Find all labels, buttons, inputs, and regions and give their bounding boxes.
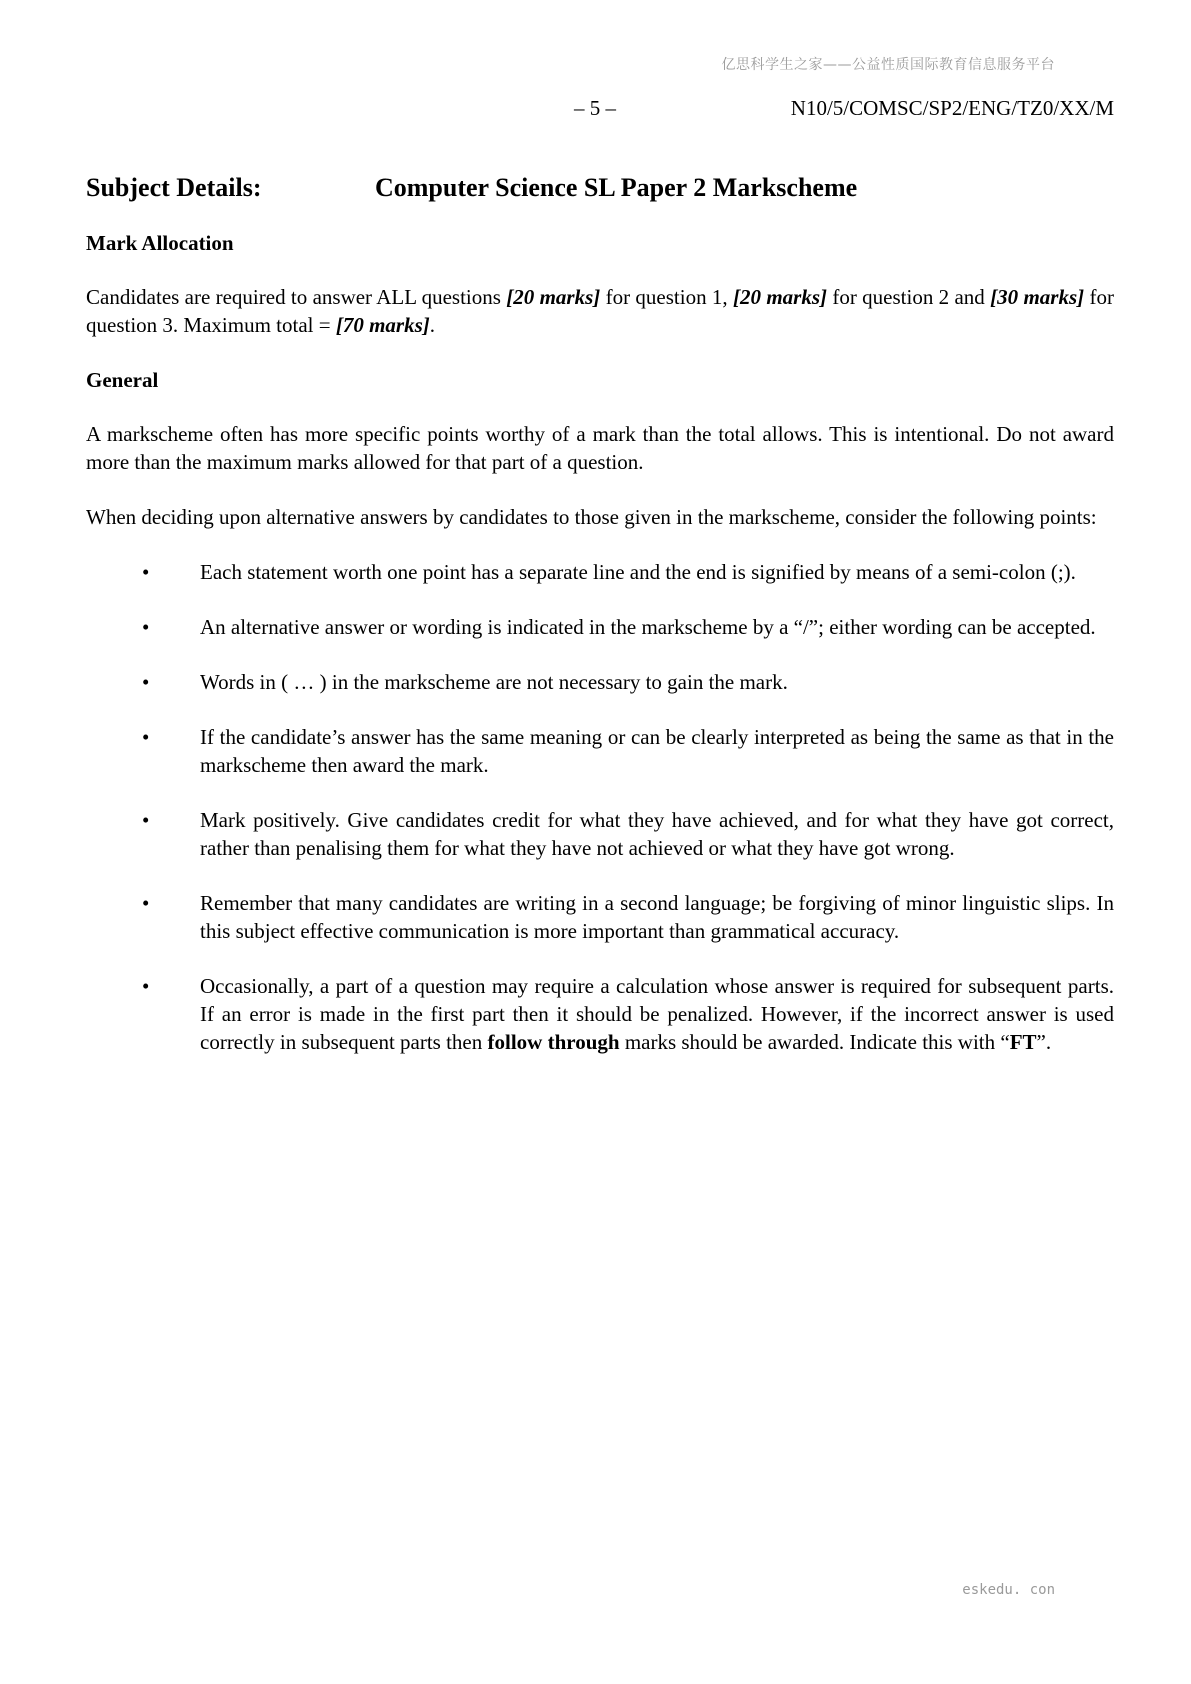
text-run: Candidates are required to answer ALL questions: [86, 285, 507, 309]
text-run: Occasionally, a part of a question may require a calculation whose answer is required for subsequent parts. If an error is made in the first part then it should be penalized. However, if the incorrect answer is used correctly in subsequent parts then: [200, 974, 1114, 1054]
list-item: [86, 668, 1114, 696]
document-code: N10/5/COMSC/SP2/ENG/TZ0/XX/M: [790, 96, 1114, 120]
general-paragraph-1: A markscheme often has more specific points worthy of a mark than the total allows. This is intentional. Do not award more than the maximum marks allowed for that part of a question.: [86, 422, 1114, 474]
mark-allocation-heading: Mark Allocation: [86, 231, 234, 255]
list-item-text: If the candidate’s answer has the same meaning or can be clearly interpreted as being the same as that in the markscheme then award the mark.: [200, 725, 1114, 777]
text-run: marks should be awarded. Indicate this with “: [619, 1030, 1010, 1054]
text-run: ”.: [1036, 1030, 1052, 1054]
bullet-icon: •: [142, 560, 150, 584]
list-item-text: Remember that many candidates are writing in a second language; be forgiving of minor linguistic slips. In this subject effective communication is more important than grammatical accuracy.: [200, 891, 1114, 943]
list-item: [86, 558, 1114, 586]
watermark-bottom: eskedu. con: [962, 1582, 1055, 1598]
page-number: – 5 –: [574, 96, 616, 120]
bullet-icon: •: [142, 615, 150, 639]
marks-q2: [20 marks]: [733, 285, 827, 309]
list-item: [86, 806, 1114, 862]
bullet-icon: •: [142, 808, 150, 832]
bullet-icon: •: [142, 670, 150, 694]
subject-title: Computer Science SL Paper 2 Markscheme: [375, 173, 858, 202]
watermark-top: 亿思科学生之家——公益性质国际教育信息服务平台: [721, 57, 1055, 73]
general-heading: General: [86, 368, 159, 392]
text-run: .: [429, 313, 435, 337]
bullet-icon: •: [142, 725, 150, 749]
marking-points-list: [86, 558, 1114, 1056]
marks-q1: [20 marks]: [506, 285, 601, 309]
marks-total: [70 marks]: [335, 313, 430, 337]
mark-allocation-paragraph: [86, 283, 1114, 339]
follow-through-term: follow through: [487, 1030, 620, 1054]
ft-abbreviation: FT: [1009, 1030, 1037, 1054]
list-item-text: Words in ( … ) in the markscheme are not necessary to gain the mark.: [200, 670, 788, 694]
subject-label: Subject Details:: [86, 173, 262, 202]
list-item-text: Mark positively. Give candidates credit for what they have achieved, and for what they have got correct, rather than penalising them for what they have not achieved or what they have got wrong.: [200, 808, 1114, 860]
general-paragraph-2: When deciding upon alternative answers by candidates to those given in the markscheme, consider the following points:: [86, 505, 1097, 529]
marks-q3: [30 marks]: [990, 285, 1085, 309]
list-item: [86, 972, 1114, 1056]
document-body: [86, 229, 1114, 1083]
bullet-icon: •: [142, 974, 150, 998]
text-run: for question 3. Maximum total =: [86, 285, 1114, 337]
list-item: [86, 613, 1114, 641]
bullet-icon: •: [142, 891, 150, 915]
list-item: [86, 889, 1114, 945]
list-item: [86, 723, 1114, 779]
list-item-text: An alternative answer or wording is indicated in the markscheme by a “/”; either wording can be accepted.: [200, 615, 1096, 639]
text-run: for question 2 and: [827, 285, 991, 309]
list-item-text: Each statement worth one point has a separate line and the end is signified by means of a semi-colon (;).: [200, 560, 1076, 584]
text-run: for question 1,: [600, 285, 733, 309]
list-item-text: [200, 974, 1114, 1054]
